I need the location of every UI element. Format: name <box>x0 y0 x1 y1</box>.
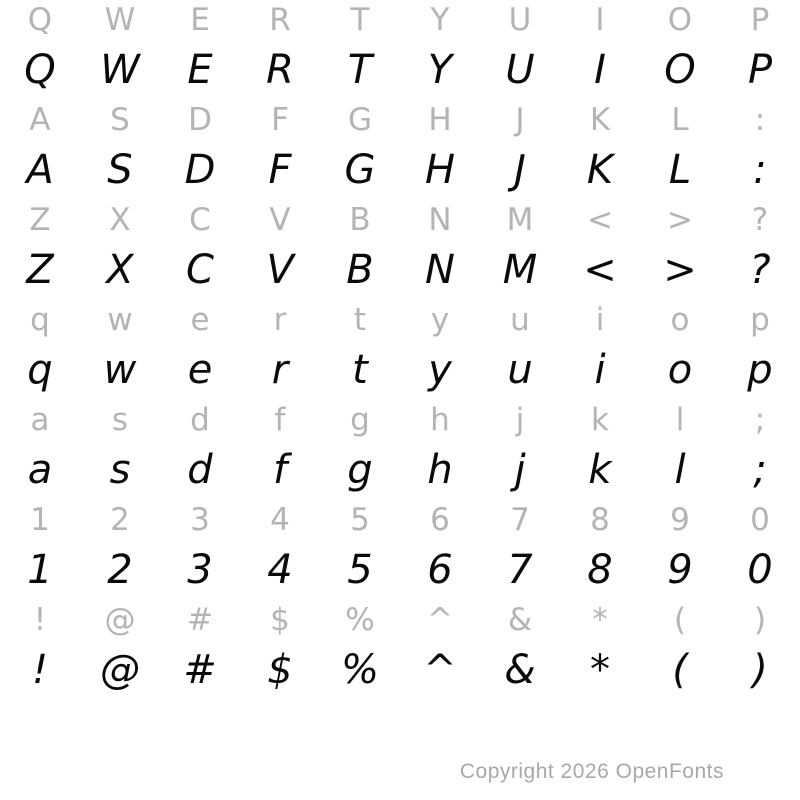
glyph: J <box>514 147 526 193</box>
glyph: $ <box>267 647 293 693</box>
glyph: D <box>184 147 216 193</box>
glyph: k <box>591 401 609 438</box>
glyph: I <box>595 1 605 38</box>
glyph: W <box>100 47 140 93</box>
glyph: M <box>502 247 538 293</box>
glyph: s <box>111 401 129 438</box>
glyph: G <box>344 147 376 193</box>
glyph: : <box>754 101 766 138</box>
glyph: u <box>507 347 533 393</box>
glyph: a <box>30 401 50 438</box>
glyph: F <box>271 101 289 138</box>
glyph-row-gray <box>0 600 800 640</box>
glyph: T <box>350 1 370 38</box>
glyph: S <box>107 147 133 193</box>
glyph: 3 <box>187 547 213 593</box>
glyph: p <box>747 347 773 393</box>
glyph: 0 <box>747 547 773 593</box>
glyph: h <box>427 447 453 493</box>
glyph: G <box>347 101 373 138</box>
glyph: y <box>430 301 450 338</box>
glyph: A <box>26 147 54 193</box>
glyph: I <box>594 47 606 93</box>
glyph: Z <box>26 247 54 293</box>
glyph: q <box>27 347 53 393</box>
glyph: ) <box>753 601 767 638</box>
glyph: S <box>110 101 130 138</box>
glyph: ; <box>753 447 767 493</box>
glyph: # <box>187 601 213 638</box>
glyph: t <box>352 347 368 393</box>
glyph: X <box>106 247 134 293</box>
glyph-row-gray <box>0 200 800 240</box>
glyph: Y <box>430 1 450 38</box>
glyph: f <box>272 447 288 493</box>
glyph: : <box>753 147 767 193</box>
glyph-row-gray <box>0 300 800 340</box>
glyph: N <box>428 201 452 238</box>
glyph: j <box>514 447 526 493</box>
glyph: 5 <box>347 547 373 593</box>
glyph: ( <box>673 601 687 638</box>
glyph: K <box>589 101 611 138</box>
glyph: t <box>353 301 367 338</box>
glyph: * <box>590 647 610 693</box>
glyph: j <box>515 401 525 438</box>
glyph: & <box>504 647 536 693</box>
glyph: l <box>674 447 686 493</box>
glyph-row-black <box>0 140 800 200</box>
glyph: 0 <box>750 501 770 538</box>
glyph: g <box>350 401 370 438</box>
glyph: o <box>667 347 693 393</box>
glyph: 1 <box>30 501 50 538</box>
glyph: 6 <box>430 501 450 538</box>
glyph: 8 <box>587 547 613 593</box>
glyph: V <box>266 247 294 293</box>
glyph: p <box>750 301 770 338</box>
glyph: % <box>340 647 379 693</box>
glyph: C <box>186 247 214 293</box>
glyph: A <box>29 101 51 138</box>
glyph: 9 <box>667 547 693 593</box>
glyph: 7 <box>510 501 530 538</box>
glyph: P <box>747 47 773 93</box>
glyph: ? <box>751 201 769 238</box>
glyph: * <box>592 601 608 638</box>
glyph: K <box>586 147 614 193</box>
glyph: y <box>428 347 452 393</box>
glyph: e <box>187 347 213 393</box>
glyph: r <box>273 301 287 338</box>
glyph: Y <box>427 47 453 93</box>
glyph: d <box>190 401 210 438</box>
glyph: ; <box>754 401 766 438</box>
glyph: Z <box>29 201 51 238</box>
glyph: L <box>671 101 689 138</box>
glyph: Q <box>24 47 56 93</box>
glyph: D <box>188 101 212 138</box>
glyph: R <box>266 47 294 93</box>
glyph: ( <box>672 647 688 693</box>
glyph: g <box>347 447 373 493</box>
glyph: 5 <box>350 501 370 538</box>
glyph-row-gray <box>0 100 800 140</box>
glyph: % <box>345 601 375 638</box>
glyph: R <box>269 1 291 38</box>
glyph: 1 <box>27 547 53 593</box>
glyph: # <box>183 647 217 693</box>
glyph: ! <box>31 647 49 693</box>
glyph: ^ <box>427 601 453 638</box>
glyph: l <box>675 401 685 438</box>
glyph: P <box>750 1 770 38</box>
glyph-row-gray <box>0 400 800 440</box>
glyph: 7 <box>507 547 533 593</box>
glyph: e <box>190 301 210 338</box>
glyph: H <box>424 147 456 193</box>
glyph: 3 <box>190 501 210 538</box>
glyph: < <box>587 201 613 238</box>
glyph: > <box>667 201 693 238</box>
glyph-row-gray <box>0 0 800 40</box>
glyph: B <box>349 201 371 238</box>
glyph-row-black <box>0 440 800 500</box>
glyph: V <box>269 201 291 238</box>
glyph: O <box>664 47 696 93</box>
glyph: w <box>103 347 137 393</box>
glyph: L <box>668 147 692 193</box>
glyph: ^ <box>423 647 457 693</box>
glyph: F <box>268 147 292 193</box>
glyph: ? <box>749 247 771 293</box>
glyph: s <box>109 447 131 493</box>
glyph: ) <box>752 647 768 693</box>
glyph: E <box>190 1 210 38</box>
glyph: & <box>507 601 533 638</box>
glyph: W <box>104 1 136 38</box>
glyph: M <box>506 201 534 238</box>
glyph: i <box>594 347 606 393</box>
glyph: k <box>588 447 612 493</box>
glyph: 4 <box>267 547 293 593</box>
glyph: w <box>107 301 133 338</box>
glyph: i <box>595 301 605 338</box>
glyph: 2 <box>110 501 130 538</box>
glyph: N <box>425 247 455 293</box>
glyph: Q <box>27 1 53 38</box>
glyph-row-black <box>0 340 800 400</box>
glyph: @ <box>104 601 136 638</box>
glyph: 4 <box>270 501 290 538</box>
glyph: q <box>30 301 50 338</box>
glyph: O <box>667 1 693 38</box>
glyph: T <box>347 47 373 93</box>
glyph: 2 <box>107 547 133 593</box>
glyph-row-black <box>0 640 800 700</box>
glyph: < <box>583 247 617 293</box>
glyph-row-black <box>0 240 800 300</box>
glyph: H <box>428 101 452 138</box>
glyph: J <box>515 101 525 138</box>
glyph: u <box>510 301 530 338</box>
glyph: @ <box>100 647 140 693</box>
glyph-row-black <box>0 40 800 100</box>
glyph: B <box>346 247 374 293</box>
glyph: o <box>670 301 690 338</box>
glyph: E <box>187 47 213 93</box>
glyph: > <box>663 247 697 293</box>
glyph-row-gray <box>0 500 800 540</box>
glyph: ! <box>33 601 47 638</box>
glyph: X <box>109 201 131 238</box>
glyph: 9 <box>670 501 690 538</box>
glyph: f <box>274 401 286 438</box>
glyph: 8 <box>590 501 610 538</box>
glyph-row-black <box>0 540 800 600</box>
glyph: 6 <box>427 547 453 593</box>
glyph: U <box>505 47 535 93</box>
glyph: $ <box>270 601 290 638</box>
copyright-text: Copyright 2026 OpenFonts <box>459 760 724 783</box>
glyph: C <box>189 201 211 238</box>
glyph: U <box>508 1 532 38</box>
glyph: a <box>27 447 53 493</box>
glyph: r <box>271 347 289 393</box>
glyph: h <box>430 401 450 438</box>
glyph: d <box>187 447 213 493</box>
